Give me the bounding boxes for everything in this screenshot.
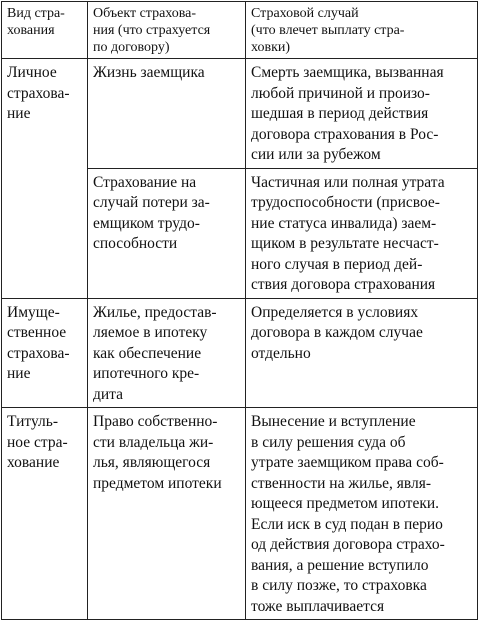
cell-event-property: Определяется в условиях договора в каждом случае отдельно bbox=[246, 298, 478, 408]
cell-object-title: Право собственно- сти владельца жи- лья, являющегося предметом ипотеки bbox=[88, 408, 246, 620]
cell-type-property: Имуще- ственное страхова- ние bbox=[2, 298, 88, 408]
table-row-personal-life bbox=[2, 59, 478, 169]
insurance-types-table bbox=[1, 1, 478, 620]
header-insurance-type: Вид стра- хования bbox=[2, 2, 88, 59]
cell-object-life: Жизнь заемщика bbox=[88, 59, 246, 169]
cell-object-disability: Страхование на случай потери за- емщиком трудо- способности bbox=[88, 168, 246, 298]
table-row-title bbox=[2, 408, 478, 620]
cell-type-personal: Личное страхова- ние bbox=[2, 59, 88, 299]
table-header-row bbox=[2, 2, 478, 59]
cell-type-title: Титуль- ное стра- хование bbox=[2, 408, 88, 620]
header-insured-event: Страховой случай (что влечет выплату стра- ховки) bbox=[246, 2, 478, 59]
table-row-property bbox=[2, 298, 478, 408]
cell-object-property: Жилье, предостав- ляемое в ипотеку как обеспечение ипотечного кре- дита bbox=[88, 298, 246, 408]
cell-event-title: Вынесение и вступление в силу решения суда об утрате заемщиком права соб- ственности на жилье, явля- ющееся предметом ипотеки. Если иск в суд подан в перио од действия договора страхо- вания, а решение вступило в силу позже, то страховка тоже выплачивается bbox=[246, 408, 478, 620]
cell-event-disability: Частичная или полная утрата трудоспособности (присвое- ние статуса инвалида) заем- щиком в результате несчаст- ного случая в период дей- ствия договора страхования bbox=[246, 168, 478, 298]
header-insurance-object: Объект страхова- ния (что страхуется по договору) bbox=[88, 2, 246, 59]
cell-event-death: Смерть заемщика, вызванная любой причиной и произо- шедшая в период действия договора страхования в Рос- сии или за рубежом bbox=[246, 59, 478, 169]
